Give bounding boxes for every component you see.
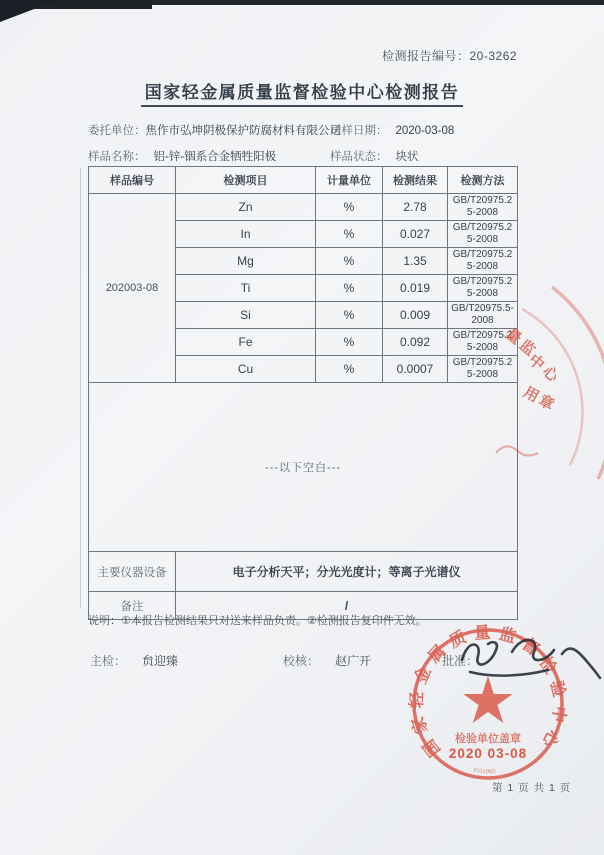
- method-cell: GB/T20975.25-2008: [448, 275, 518, 302]
- results-table: [88, 166, 518, 620]
- result-cell: 0.092: [383, 329, 448, 356]
- sample-id-cell: 202003-08: [89, 194, 176, 383]
- inspector-label: 主检：: [90, 654, 127, 668]
- blank-section-row: [89, 383, 518, 552]
- col-header-sample-id: 样品编号: [89, 167, 176, 194]
- scan-artifact-fold-line: [80, 168, 81, 608]
- method-cell: GB/T20975.5-2008: [448, 302, 518, 329]
- result-cell: 0.009: [383, 302, 448, 329]
- item-cell: Ti: [176, 275, 316, 302]
- client-value: 焦作市弘坤阴极保护防腐材料有限公司: [145, 125, 341, 137]
- item-cell: Si: [176, 302, 316, 329]
- item-cell: Cu: [176, 356, 316, 383]
- approver-label: 批准：: [442, 654, 479, 668]
- checker-label: 校核：: [283, 654, 320, 668]
- result-cell: 0.027: [383, 221, 448, 248]
- method-cell: GB/T20975.25-2008: [448, 221, 518, 248]
- equipment-value: 电子分析天平；分光光度计；等离子光谱仪: [176, 552, 518, 592]
- info-row-client: [88, 122, 528, 148]
- unit-cell: %: [316, 329, 383, 356]
- result-cell: 1.35: [383, 248, 448, 275]
- partial-stamp-text: 中心: [525, 351, 564, 388]
- remark-label: 备注: [89, 592, 176, 620]
- report-title: 国家轻金属质量监督检验中心检测报告: [0, 78, 604, 103]
- unit-cell: %: [316, 275, 383, 302]
- remark-value: /: [176, 592, 518, 620]
- method-cell: GB/T20975.25-2008: [448, 356, 518, 383]
- stamp-caption: 检验单位盖章: [455, 733, 521, 745]
- blank-below-note: ---以下空白---: [89, 383, 518, 552]
- item-cell: Fe: [176, 329, 316, 356]
- result-cell: 0.0007: [383, 356, 448, 383]
- stamp-ring-text: 国家轻金属质量监督检验中心: [408, 624, 568, 760]
- report-number: 检测报告编号：20-3262: [382, 49, 518, 63]
- item-cell: In: [176, 221, 316, 248]
- partial-stamp-text: 量监: [502, 325, 541, 362]
- sample-state-label: 样品状态：: [330, 151, 388, 163]
- table-header-row: [89, 167, 518, 194]
- method-cell: GB/T20975.25-2008: [448, 194, 518, 221]
- scan-artifact-corner-fold: [0, 0, 58, 22]
- method-cell: GB/T20975.25-2008: [448, 329, 518, 356]
- partial-stamp-text: 用章: [520, 383, 559, 415]
- col-header-item: 检测项目: [176, 167, 316, 194]
- item-cell: Zn: [176, 194, 316, 221]
- inspector-name: 贠迎臻: [142, 654, 179, 668]
- page-number: 第 1 页 共 1 页: [492, 782, 572, 794]
- unit-cell: %: [316, 221, 383, 248]
- sample-name-value: 铝-锌-铟系合金牺牲阳极: [153, 151, 277, 163]
- unit-cell: %: [316, 302, 383, 329]
- method-cell: GB/T20975.25-2008: [448, 248, 518, 275]
- sample-date-label: 送样日期：: [330, 125, 388, 137]
- result-cell: 2.78: [383, 194, 448, 221]
- unit-cell: %: [316, 248, 383, 275]
- result-cell: 0.019: [383, 275, 448, 302]
- col-header-method: 检测方法: [448, 167, 518, 194]
- unit-cell: %: [316, 194, 383, 221]
- sample-name-label: 样品名称：: [88, 151, 146, 163]
- equipment-row: [89, 552, 518, 592]
- disclaimer-statement: 说明：①本报告检测结果只对送来样品负责。②检测报告复印件无效。: [88, 615, 427, 627]
- stamp-date: 2020 03-08: [448, 746, 528, 761]
- approver-signature: [424, 626, 604, 686]
- item-cell: Mg: [176, 248, 316, 275]
- table-row: [89, 194, 518, 221]
- col-header-unit: 计量单位: [316, 167, 383, 194]
- checker-name: 赵广开: [335, 654, 372, 668]
- equipment-label: 主要仪器设备: [89, 552, 176, 592]
- sample-date-value: 2020-03-08: [395, 125, 455, 137]
- col-header-result: 检测结果: [383, 167, 448, 194]
- client-label: 委托单位：: [88, 125, 146, 137]
- unit-cell: %: [316, 356, 383, 383]
- sample-state-value: 块状: [395, 151, 419, 163]
- stamp-serial: 4101960: [471, 767, 496, 776]
